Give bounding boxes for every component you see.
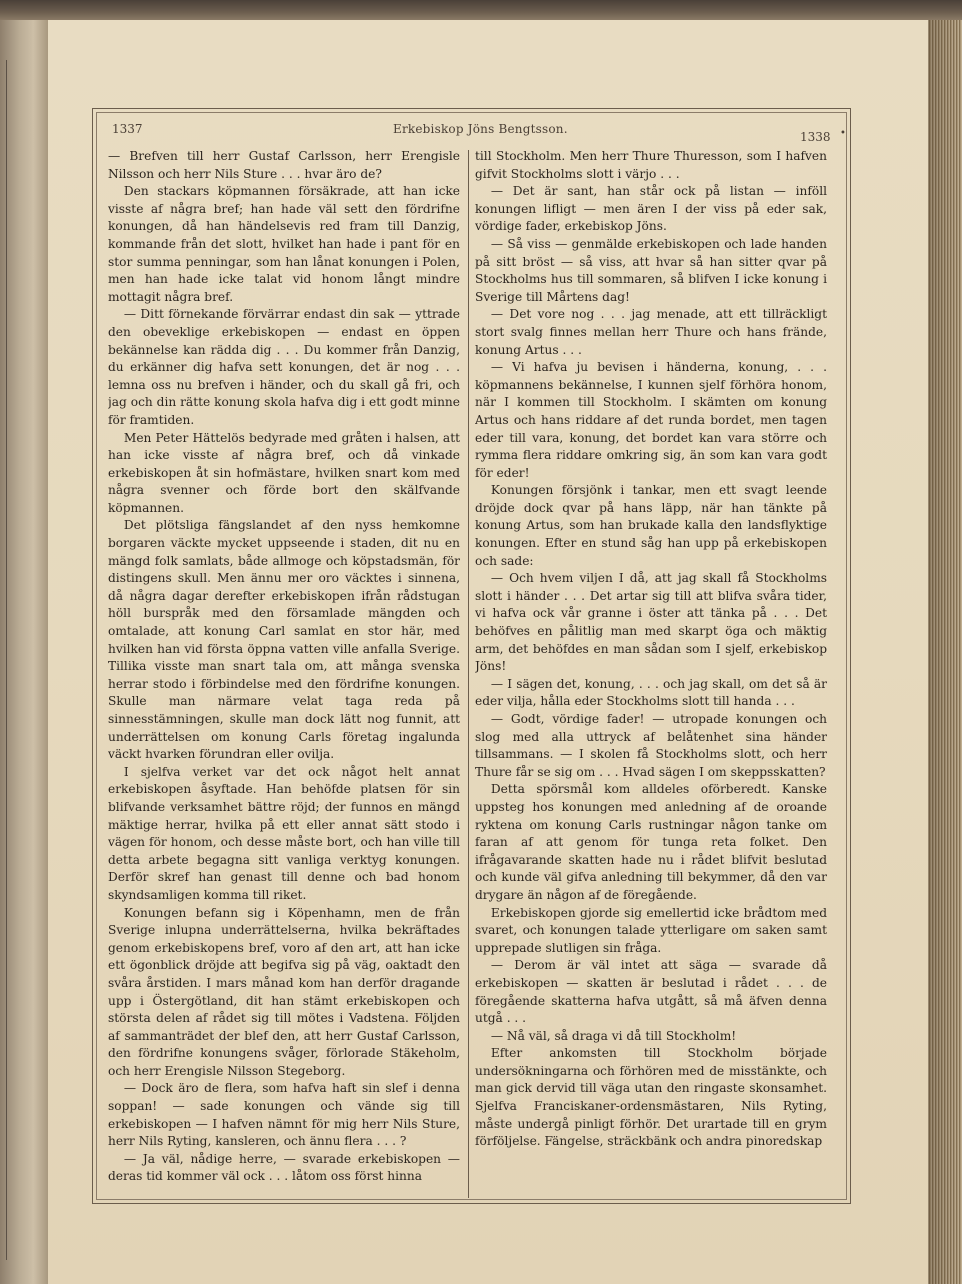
dot-mark: • [840, 128, 846, 139]
paragraph: till Stockholm. Men herr Thure Thuresson, som I hafven gifvit Stockholms slott i värjo . . . [475, 149, 827, 181]
paragraph: Konungen försjönk i tankar, men ett svagt leende dröjde dock qvar på hans läpp, när han tänkte på konung Artus, som han brukade kalla den landsflyktige konungen. Efter en stund såg han upp på erkebiskopen och sade: [475, 483, 827, 568]
paragraph: Det plötsliga fängslandet af den nyss hemkomne borgaren väckte mycket uppseende i staden, dit nu en mängd folk samlats, både allmoge och köpstadsmän, för distingens skull. Men ännu mer oro väcktes i sinnena, då några dagar derefter erkebiskopen ifrån rådstugan höll burspråk med den församlade mängden och omtalade, att konung Carl samlat en stor här, med hvilken han vid första öppna vatten ville anfalla Sverige. Tillika visste man snart tala om, att många svenska herrar stodo i förbindelse med den fördrifne konungen. Skulle man närmare velat taga reda på sinnesstämningen, skulle man dock lätt nog funnit, att underrättelsen om konung Carls företag ingalunda väckt hvarken förundran eller ovilja. [108, 518, 460, 762]
paragraph: — I sägen det, konung, . . . och jag skall, om det så är eder vilja, hålla eder Stockholms slott till handa . . . [475, 676, 827, 709]
text-column-right [475, 148, 827, 1198]
column-divider [468, 150, 469, 1198]
previous-page-edge [0, 20, 48, 1284]
paragraph: Konungen befann sig i Köpenhamn, men de från Sverige inlupna underrättelserna, hvilka bekräftades genom erkebiskopens bref, voro af den art, att han icke ett ögonblick dröjde att begifva sig på väg, oaktadt den svåra årstiden. I mars månad kom han derför dragande upp i Östergötland, dit han stämt erkebiskopen och största delen af rådet sig till mötes i Vadstena. Följden af sammanträdet der blef den, att herr Gustaf Carlsson, den fördrifne konungens svåger, förlorade Stäkeholm, och herr Erengisle Nilsson Stegeborg. [108, 905, 460, 1078]
paragraph: — Och hvem viljen I då, att jag skall få Stockholms slott i händer . . . Det artar sig till att blifva svåra tider, vi hafva ock vår granne i öster att tänka på . . . Det behöfves en pålitlig man med skarpt öga och mäktig arm, det behöfdes en man sådan som I sjelf, erkebiskop Jöns! [475, 571, 827, 674]
paragraph: Men Peter Hättelös bedyrade med gråten i halsen, att han icke visste af några bref, och då vinkade erkebiskopen åt sin hofmästare, hvilken snart kom med några svenner och förde bort den skälfvande köpmannen. [108, 430, 460, 515]
paragraph: Efter ankomsten till Stockholm började undersökningarna och förhören med de misstänkte, och man gick dervid till väga utan den ringaste skonsamhet. Sjelfva Franciskaner-ordensmästaren, Nils Ryting, måste undergå pinligt förhör. Det urartade till en grym förföljelse. Fängelse, sträckbänk och andra pinoredskap [475, 1046, 827, 1149]
paragraph: I sjelfva verket var det ock något helt annat erkebiskopen åsyftade. Han behöfde platsen för sin blifvande verksamhet bättre röjd; der funnos en mängd mäktige herrar, hvilka på ett eller annat sätt stodo i vägen för honom, och desse måste bort, och han ville till detta arbete begagna sitt vanliga verktyg konungen. Derför skref han genast till denne och bad honom skyndsamligen komma till riket. [108, 764, 460, 902]
paragraph: — Det är sant, han står ock på listan — inföll konungen lifligt — men ären I der viss på eder sak, vördige fader, erkebiskop Jöns. [475, 184, 827, 234]
paragraph: — Godt, vördige fader! — utropade konungen och slog med alla uttryck af belåtenhet sina händer tillsammans. — I skolen få Stockholms slott, och herr Thure får se sig om . . . Hvad sägen I om skeppsskatten? [475, 712, 827, 779]
page-number-right: 1338 [800, 130, 831, 144]
paragraph: Erkebiskopen gjorde sig emellertid icke brådtom med svaret, och konungen talade ytterligare om saken samt upprepade slutligen sin fråga. [475, 905, 827, 955]
paragraph: — Dock äro de flera, som hafva haft sin slef i denna soppan! — sade konungen och vände sig till erkebiskopen — I hafven nämnt för mig herr Nils Sture, herr Nils Ryting, kansleren, och ännu flera . . . ? [108, 1081, 460, 1149]
paragraph: — Derom är väl intet att säga — svarade då erkebiskopen — skatten är beslutad i rådet . . . de föregående skatterna hafva utgått, så må äfven denna utgå . . . [475, 958, 827, 1026]
paragraph: Den stackars köpmannen försäkrade, att han icke visste af några bref; han hade väl sett den fördrifne konungen, då han händelsevis red fram till Danzig, kommande från det slott, hvilket han hade i pant för en stor summa penningar, som han lånat konungen i Polen, men han hade icke talat vid honom långt mindre mottagit några bref. [108, 184, 460, 304]
paragraph: — Nå väl, så draga vi då till Stockholm! [490, 1028, 737, 1043]
paragraph: — Det vore nog . . . jag menade, att ett tillräckligt stort svalg finnes mellan herr Thure och hans frände, konung Artus . . . [475, 307, 827, 357]
text-column-left [108, 148, 460, 1192]
paragraph: — Ditt förnekande förvärrar endast din sak — yttrade den obeveklige erkebiskopen — endast en öppen bekännelse kan rädda dig . . . Du kommer från Danzig, du erkänner dig hafva sett konungen, det är nog . . . lemna oss nu brefven i händer, och du skall gå fri, och jag och din rätte konung skola hafva dig i ett godt minne för framtiden. [108, 307, 460, 427]
paragraph: — Brefven till herr Gustaf Carlsson, herr Erengisle Nilsson och herr Nils Sture . . . hvar äro de? [108, 149, 460, 181]
paragraph: — Ja väl, nådige herre, — svarade erkebiskopen — deras tid kommer väl ock . . . låtom oss först hinna [108, 1151, 460, 1184]
paragraph: — Så viss — genmälde erkebiskopen och lade handen på sitt bröst — så viss, att hvar så han sitter qvar på Stockholms hus till sommaren, så blifven I icke konung i Sverige till Mårtens dag! [475, 236, 827, 304]
book-binding-edge [0, 0, 962, 20]
paragraph: Detta spörsmål kom alldeles oförberedt. Kanske uppsteg hos konungen med anledning af de oroande ryktena om konung Carls rustningar någon tanke om faran af att genom för tunga reta folket. Den ifrågavarande skatten hade nu i rådet blifvit beslutad och kunde väl gifva anledning till bekymmer, då den var drygare än någon af de föregående. [475, 782, 827, 902]
page-number-left: 1337 [112, 122, 143, 136]
paragraph: — Vi hafva ju bevisen i händerna, konung, . . . köpmannens bekännelse, I kunnen sjelf förhöra honom, när I kommen till Stockholm. I skämten om konung Artus och hans riddare af det runda bordet, men tagen eder till vara, konung, det bordet kan vara större och rymma flera riddare omkring sig, än som kan vara godt för eder! [475, 360, 827, 480]
page-stack-edge [928, 20, 962, 1284]
running-title: Erkebiskop Jöns Bengtsson. [393, 122, 568, 136]
margin-rule [6, 60, 7, 1260]
